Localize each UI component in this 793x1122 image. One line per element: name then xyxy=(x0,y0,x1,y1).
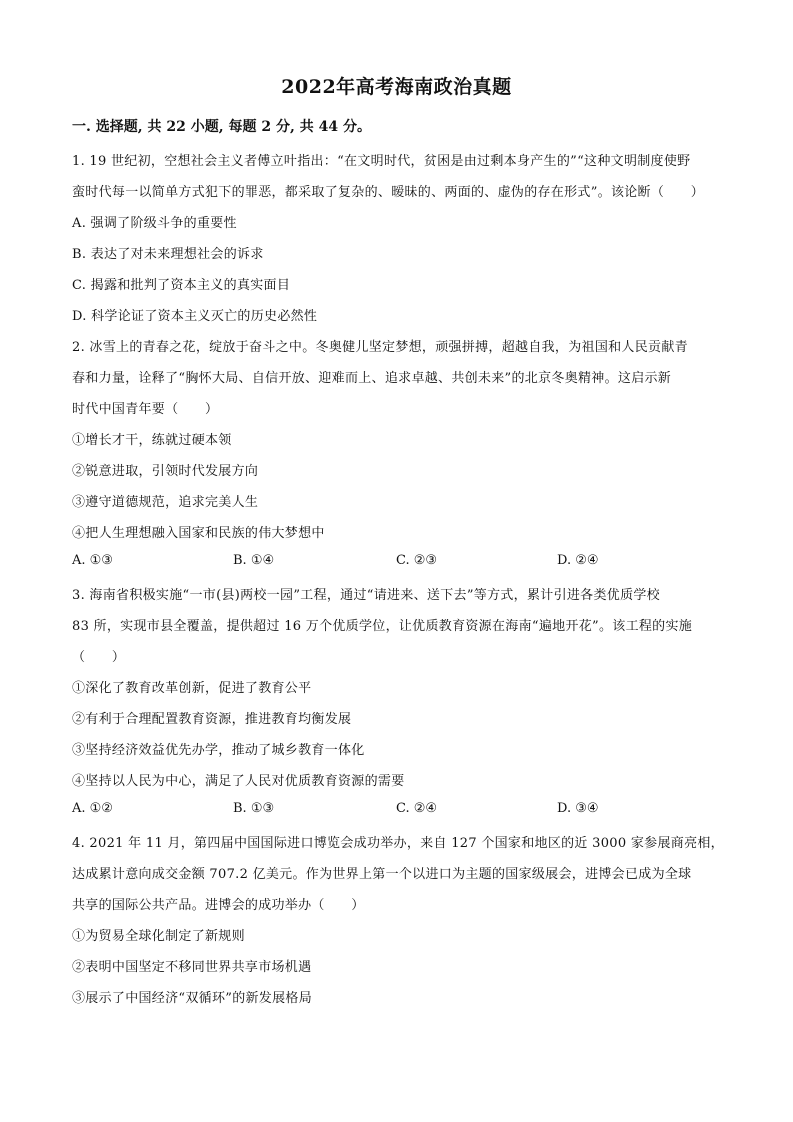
q1-choice-c: C. 揭露和批判了资本主义的真实面目 xyxy=(72,278,291,293)
q4-stem-line: 4. 2021 年 11 月，第四届中国国际进口博览会成功举办，来自 127 个国家和地区的近 3000 家参展商亮相， xyxy=(72,836,724,851)
q1-choice-d: D. 科学论证了资本主义灭亡的历史必然性 xyxy=(72,309,318,324)
q3-stem-line: 83 所，实现市县全覆盖，提供超过 16 万个优质学位，让优质教育资源在海南“遍地开花”。该工程的实施 xyxy=(72,619,693,634)
q4-stem-line: 共享的国际公共产品。进博会的成功举办（ ） xyxy=(72,898,365,913)
q2-option-d: D. ②④ xyxy=(557,553,599,568)
q3-statement-1: ①深化了教育改革创新，促进了教育公平 xyxy=(72,681,312,696)
q2-stem-line: 2. 冰雪上的青春之花，绽放于奋斗之中。冬奥健儿坚定梦想，顽强拼搏，超越自我，为祖国和人民贡献青 xyxy=(72,340,688,355)
q2-option-b: B. ①④ xyxy=(233,553,275,568)
q3-option-c: C. ②④ xyxy=(396,801,438,816)
q2-statement-4: ④把人生理想融入国家和民族的伟大梦想中 xyxy=(72,526,325,541)
q4-statement-2: ②表明中国坚定不移同世界共享市场机遇 xyxy=(72,960,312,975)
q2-stem-line: 春和力量，诠释了“胸怀大局、自信开放、迎难而上、追求卓越、共创未来”的北京冬奥精神。这启示新 xyxy=(72,371,672,386)
q3-option-b: B. ①③ xyxy=(233,801,275,816)
q3-statement-4: ④坚持以人民为中心，满足了人民对优质教育资源的需要 xyxy=(72,774,405,789)
q1-stem-line: 1. 19 世纪初，空想社会主义者傅立叶指出：“在文明时代，贫困是由过剩本身产生的”“这种文明制度使野 xyxy=(72,154,691,169)
q2-stem-line: 时代中国青年要（ ） xyxy=(72,402,219,417)
document-title: 2022年高考海南政治真题 xyxy=(281,76,512,98)
q2-option-c: C. ②③ xyxy=(396,553,438,568)
q2-option-a: A. ①③ xyxy=(72,553,113,568)
q3-option-a: A. ①② xyxy=(72,801,113,816)
q3-stem-line: （ ） xyxy=(72,650,126,665)
q4-statement-3: ③展示了中国经济“双循环”的新发展格局 xyxy=(72,991,312,1006)
q1-choice-b: B. 表达了对未来理想社会的诉求 xyxy=(72,247,264,262)
q4-stem-line: 达成累计意向成交金额 707.2 亿美元。作为世界上第一个以进口为主题的国家级展会，进博会已成为全球 xyxy=(72,867,692,882)
q2-statement-3: ③遵守道德规范，追求完美人生 xyxy=(72,495,259,510)
section-heading: 一. 选择题, 共 22 小题, 每题 2 分, 共 44 分。 xyxy=(72,119,371,135)
q3-stem-line: 3. 海南省积极实施“一市(县)两校一园”工程，通过“请进来、送下去”等方式，累计引进各类优质学校 xyxy=(72,588,660,603)
q3-option-d: D. ③④ xyxy=(557,801,599,816)
q4-statement-1: ①为贸易全球化制定了新规则 xyxy=(72,929,245,944)
q2-statement-2: ②锐意进取，引领时代发展方向 xyxy=(72,464,259,479)
q1-choice-a: A. 强调了阶级斗争的重要性 xyxy=(72,216,237,231)
q3-statement-2: ②有利于合理配置教育资源，推进教育均衡发展 xyxy=(72,712,352,727)
q2-statement-1: ①增长才干，练就过硬本领 xyxy=(72,433,232,448)
q3-statement-3: ③坚持经济效益优先办学，推动了城乡教育一体化 xyxy=(72,743,365,758)
q1-stem-line: 蛮时代每一以简单方式犯下的罪恶，都采取了复杂的、暧昧的、两面的、虚伪的存在形式”。该论断（ ） xyxy=(72,185,705,200)
